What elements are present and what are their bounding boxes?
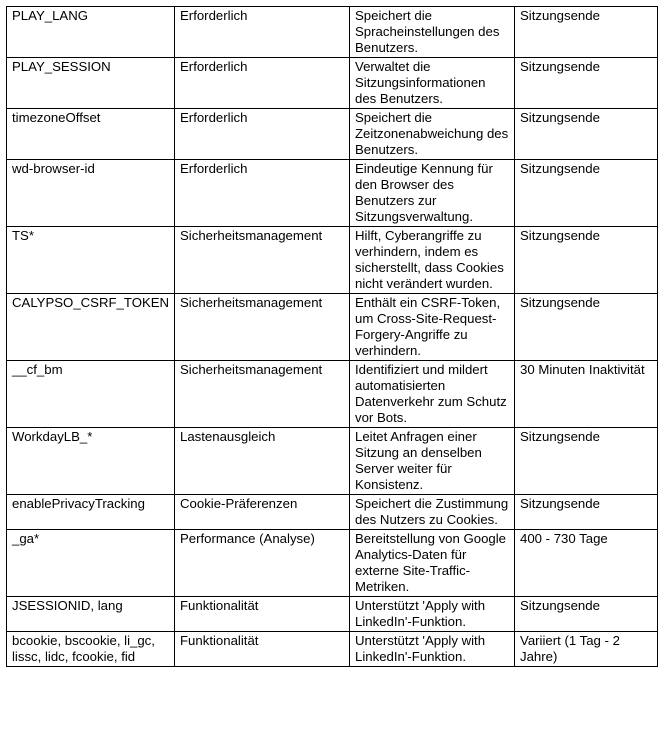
cookie-duration: Sitzungsende xyxy=(515,160,658,227)
cookie-duration: 400 - 730 Tage xyxy=(515,530,658,597)
cookie-name: CALYPSO_CSRF_TOKEN xyxy=(7,294,175,361)
cookie-duration: Sitzungsende xyxy=(515,109,658,160)
cookie-name: TS* xyxy=(7,227,175,294)
cookie-purpose: Leitet Anfragen einer Sitzung an denselben Server weiter für Konsistenz. xyxy=(350,428,515,495)
cookie-purpose: Verwaltet die Sitzungsinformationen des Benutzers. xyxy=(350,58,515,109)
table-row xyxy=(7,361,658,428)
cookie-category: Sicherheitsmanagement xyxy=(175,294,350,361)
cookie-purpose: Speichert die Zeitzonenabweichung des Benutzers. xyxy=(350,109,515,160)
cookie-name: wd-browser-id xyxy=(7,160,175,227)
cookie-category: Performance (Analyse) xyxy=(175,530,350,597)
cookie-purpose: Eindeutige Kennung für den Browser des Benutzers zur Sitzungsverwaltung. xyxy=(350,160,515,227)
table-row xyxy=(7,428,658,495)
cookie-name: WorkdayLB_* xyxy=(7,428,175,495)
table-row xyxy=(7,58,658,109)
cookie-category: Cookie-Präferenzen xyxy=(175,495,350,530)
cookie-duration: Sitzungsende xyxy=(515,58,658,109)
cookie-category: Erforderlich xyxy=(175,109,350,160)
table-row xyxy=(7,530,658,597)
cookie-duration: Sitzungsende xyxy=(515,7,658,58)
cookie-name: bcookie, bscookie, li_gc, lissc, lidc, fcookie, fid xyxy=(7,632,175,667)
cookie-name: enablePrivacyTracking xyxy=(7,495,175,530)
cookie-purpose: Speichert die Spracheinstellungen des Benutzers. xyxy=(350,7,515,58)
cookie-name: JSESSIONID, lang xyxy=(7,597,175,632)
table-row xyxy=(7,495,658,530)
cookie-category: Funktionalität xyxy=(175,632,350,667)
table-row xyxy=(7,227,658,294)
cookie-purpose: Hilft, Cyberangriffe zu verhindern, indem es sicherstellt, dass Cookies nicht verändert wurden. xyxy=(350,227,515,294)
cookie-category: Sicherheitsmanagement xyxy=(175,361,350,428)
table-row xyxy=(7,597,658,632)
cookie-duration: Sitzungsende xyxy=(515,597,658,632)
cookie-name: PLAY_SESSION xyxy=(7,58,175,109)
cookie-name: timezoneOffset xyxy=(7,109,175,160)
cookie-table xyxy=(6,6,658,667)
cookie-category: Erforderlich xyxy=(175,58,350,109)
table-row xyxy=(7,109,658,160)
cookie-purpose: Identifiziert und mildert automatisierten Datenverkehr zum Schutz vor Bots. xyxy=(350,361,515,428)
cookie-duration: Variiert (1 Tag - 2 Jahre) xyxy=(515,632,658,667)
table-row xyxy=(7,160,658,227)
cookie-duration: Sitzungsende xyxy=(515,428,658,495)
cookie-purpose: Speichert die Zustimmung des Nutzers zu Cookies. xyxy=(350,495,515,530)
cookie-category: Sicherheitsmanagement xyxy=(175,227,350,294)
cookie-duration: Sitzungsende xyxy=(515,227,658,294)
cookie-duration: Sitzungsende xyxy=(515,495,658,530)
cookie-duration: 30 Minuten Inaktivität xyxy=(515,361,658,428)
cookie-category: Erforderlich xyxy=(175,7,350,58)
cookie-purpose: Unterstützt 'Apply with LinkedIn'-Funktion. xyxy=(350,597,515,632)
table-row xyxy=(7,294,658,361)
cookie-duration: Sitzungsende xyxy=(515,294,658,361)
table-row xyxy=(7,7,658,58)
cookie-name: _ga* xyxy=(7,530,175,597)
cookie-category: Erforderlich xyxy=(175,160,350,227)
table-row xyxy=(7,632,658,667)
cookie-category: Funktionalität xyxy=(175,597,350,632)
cookie-purpose: Enthält ein CSRF-Token, um Cross-Site-Request-Forgery-Angriffe zu verhindern. xyxy=(350,294,515,361)
cookie-name: __cf_bm xyxy=(7,361,175,428)
cookie-category: Lastenausgleich xyxy=(175,428,350,495)
cookie-purpose: Bereitstellung von Google Analytics-Daten für externe Site-Traffic-Metriken. xyxy=(350,530,515,597)
cookie-name: PLAY_LANG xyxy=(7,7,175,58)
cookie-purpose: Unterstützt 'Apply with LinkedIn'-Funktion. xyxy=(350,632,515,667)
